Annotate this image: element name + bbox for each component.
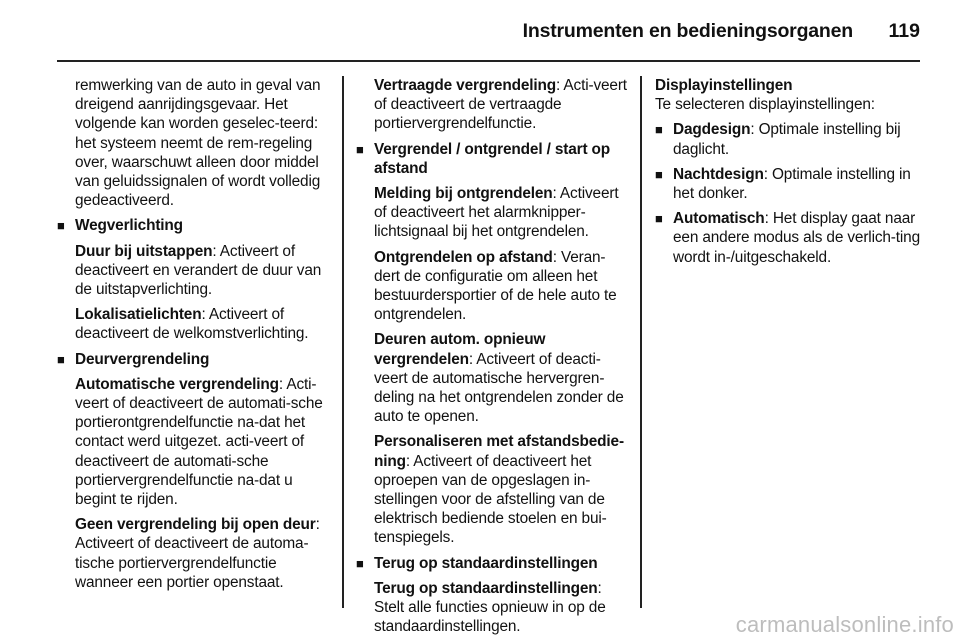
- term: Personaliseren met afstandsbedie-ning: [374, 433, 624, 470]
- page-number: 119: [888, 20, 920, 42]
- bullet-icon: ■: [356, 141, 364, 157]
- description: : Optimale instelling in het donker.: [673, 165, 911, 203]
- term: Deuren autom. opnieuw vergrendelen: [374, 331, 546, 368]
- term: Geen vergrendeling bij open deur: [75, 516, 316, 534]
- section-heading: Wegverlichting: [75, 217, 183, 235]
- description: : Stelt alle functies opnieuw in op de standaardinstellingen.: [374, 579, 606, 636]
- header-rule: [57, 60, 920, 62]
- list-item: [57, 350, 329, 369]
- sub-paragraph: [356, 330, 628, 426]
- description: : Acti-veert of deactiveert de automati-sche portierontgrendelfunctie na-dat het contact werd uitgezet. acti-veert of deactiveert de automati-sche portiervergrendelfunctie na-dat u begint te rijden.: [75, 375, 323, 509]
- column-1: [57, 76, 329, 598]
- sub-paragraph: [57, 305, 329, 343]
- term: Terug op standaardinstellingen: [374, 579, 598, 597]
- sub-paragraph: [356, 248, 628, 325]
- term: Automatische vergrendeling: [75, 375, 279, 393]
- sub-paragraph: [356, 76, 628, 134]
- description: : Activeert of deactiveert het oproepen van de opgeslagen in-stellingen voor de afstelling van de elektrisch bediende stoelen en bui-tenspiegels.: [374, 452, 607, 547]
- bullet-icon: ■: [655, 166, 663, 182]
- bullet-icon: ■: [356, 555, 364, 571]
- list-item: [655, 165, 923, 203]
- column-separator: [342, 76, 344, 608]
- sub-paragraph: [57, 375, 329, 509]
- paragraph: Te selecteren displayinstellingen:: [655, 96, 875, 114]
- term: Melding bij ontgrendelen: [374, 185, 553, 203]
- term: Automatisch: [673, 210, 765, 228]
- list-item: [655, 209, 923, 267]
- description: : Optimale instelling bij daglicht.: [673, 121, 901, 158]
- bullet-icon: ■: [57, 351, 65, 367]
- sub-paragraph: [356, 184, 628, 242]
- description: : Activeert of deactiveert het alarmknipper-lichtsignaal bij het ontgrendelen.: [374, 185, 619, 241]
- sub-paragraph: [356, 579, 628, 637]
- section-heading: Deurvergrendeling: [75, 350, 210, 368]
- column-3: [655, 76, 923, 273]
- bullet-icon: ■: [655, 211, 663, 227]
- bullet-icon: ■: [57, 218, 65, 234]
- page-title: Instrumenten en bedieningsorganen: [522, 20, 853, 42]
- sub-paragraph: [57, 242, 329, 300]
- description: : Activeert of deactiveert de welkomstverlichting.: [75, 306, 309, 343]
- term: Duur bij uitstappen: [75, 242, 213, 260]
- paragraph: remwerking van de auto in geval van dreigend aanrijdingsgevaar. Het volgende kan worden geselec-teerd: het systeem neemt de rem-regeling over, waarschuwt alleen door middel van geluidssignalen of wordt volledig gedeactiveerd.: [75, 77, 321, 210]
- section-heading: Terug op standaardinstellingen: [374, 554, 598, 572]
- description: : Activeert of deacti-veert de automatische hervergren-deling na het ontgrendelen zonder de auto te openen.: [374, 350, 624, 426]
- bullet-icon: ■: [655, 122, 663, 138]
- description: : Activeert of deactiveert de automa-tische portiervergrendelfunctie wanneer een portier openstaat.: [75, 516, 320, 591]
- sub-paragraph: [57, 515, 329, 592]
- list-item: [655, 120, 923, 158]
- page-header: [0, 0, 960, 62]
- section-heading: Displayinstellingen: [655, 77, 793, 94]
- term: Ontgrendelen op afstand: [374, 248, 553, 266]
- description: : Veran-dert de configuratie om alleen het bestuurdersportier of de hele auto te ontgrendelen.: [374, 248, 617, 324]
- column-2: [356, 76, 628, 642]
- description: : Acti-veert of deactiveert de vertraagde portiervergrendelfunctie.: [374, 77, 627, 133]
- column-separator: [640, 76, 642, 608]
- term: Dagdesign: [673, 121, 751, 139]
- description: : Activeert of deactiveert en verandert de duur van de uitstapverlichting.: [75, 242, 322, 299]
- section-heading: Vergrendel / ontgrendel / start op afstand: [374, 140, 611, 177]
- term: Vertraagde vergrendeling: [374, 77, 557, 94]
- description: : Het display gaat naar een andere modus als de verlich-ting wordt in-/uitgeschakeld.: [673, 210, 920, 266]
- sub-paragraph: [356, 432, 628, 547]
- watermark: carmanualsonline.info: [735, 612, 954, 637]
- term: Lokalisatielichten: [75, 306, 202, 324]
- list-item: [356, 554, 628, 573]
- list-item: [57, 216, 329, 235]
- term: Nachtdesign: [673, 165, 764, 183]
- list-item: [356, 140, 628, 178]
